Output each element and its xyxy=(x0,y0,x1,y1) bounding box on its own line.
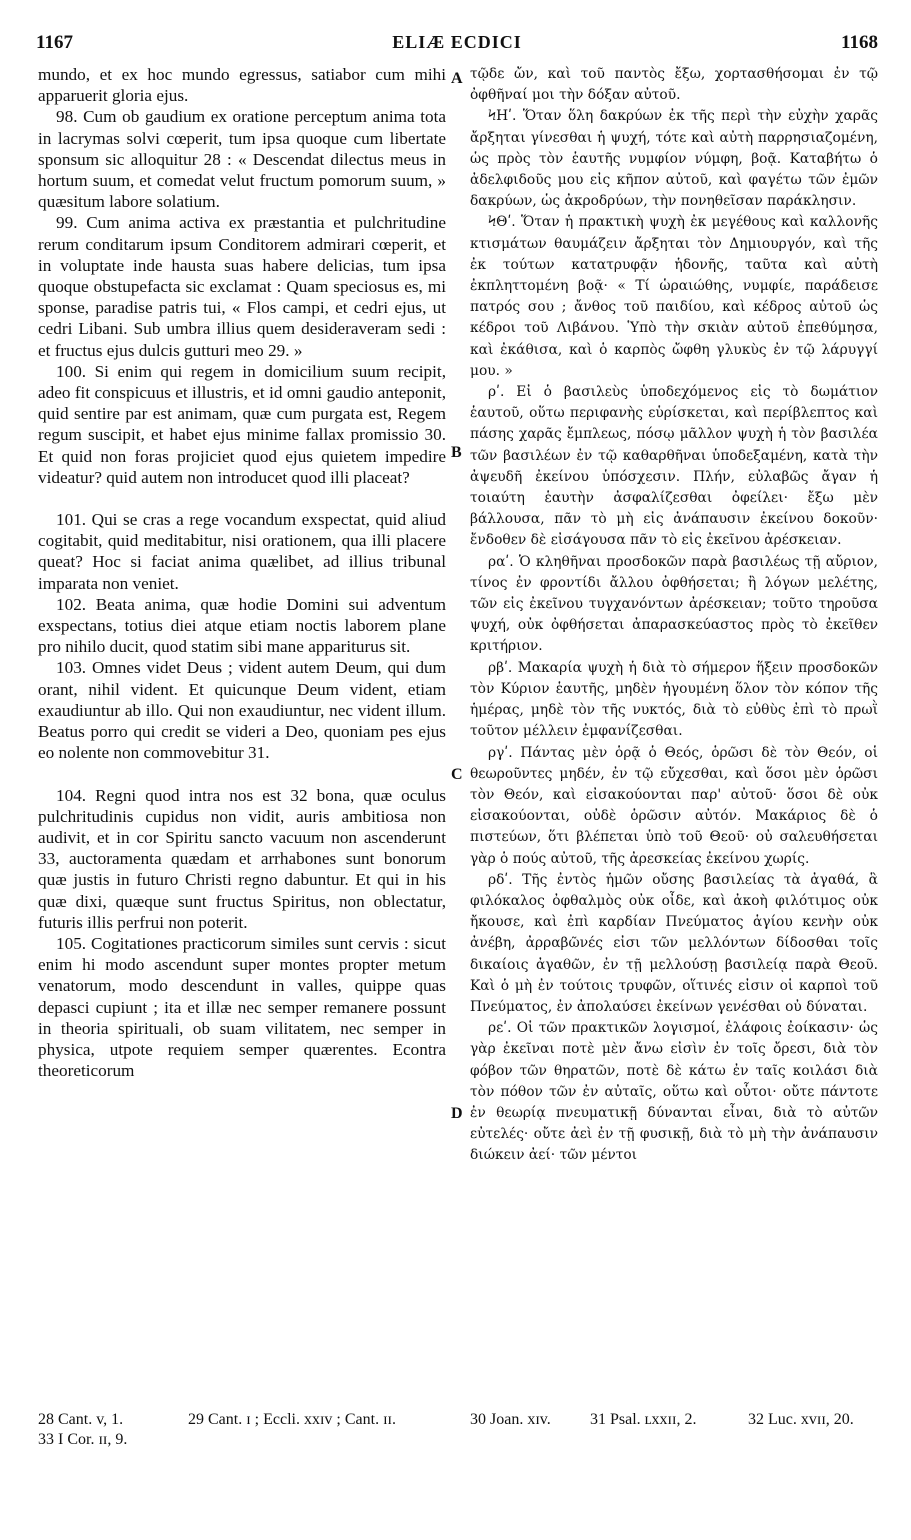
footnotes xyxy=(38,1410,878,1466)
greek-column xyxy=(470,64,878,1404)
latin-paragraph: mundo, et ex hoc mundo egressus, satiabor cum mihi apparuerit gloria ejus. xyxy=(38,65,446,106)
section-marker-d: D xyxy=(451,1105,463,1122)
latin-paragraph: 102. Beata anima, quæ hodie Domini sui adventum exspectans, totius diei atque etiam noctis laborem plane pro nihilo ducit, quod statim sibi mane appariturus sit. xyxy=(38,594,446,657)
greek-paragraph: ργʹ. Πάντας μὲν ὁρᾷ ὁ Θεός, ὁρῶσι δὲ τὸν Θεόν, οἱ θεωροῦντες μηδέν, ἐν τῷ εὔχεσθαι, καὶ ὅσοι μὲν ὁρῶσι τὸν Θεόν, καὶ εἰσακούονται παρ' αὐτοῦ· ὅσοι δὲ οὐκ εἰσακούονται, οὐδὲ ὁρῶσιν αὐτόν. Μακάριος δὲ ὁ πιστεύων, ὅτι βλέπεται ὑπὸ τοῦ Θεοῦ· οὐ σαλευθήσεται γὰρ ὁ πούς αὐτοῦ, τῆς ἀρεσκείας ἐκείνου χωρίς. xyxy=(470,744,878,867)
greek-paragraph: ρδʹ. Τῆς ἐντὸς ἡμῶν οὔσης βασιλείας τὰ ἀγαθά, ἃ φιλόκαλος ὀφθαλμὸς οὐκ οἶδε, καὶ ἀκοὴ φιλότιμος οὐκ ἤκουσε, καὶ ἐπὶ καρδίαν Πνεύματος ἁγίου κενὴν οὐκ ἀνέβη, ἀρραβῶνές εἰσι τῶν μελλόντων δίδοσθαι τοῖς δικαίοις ἀγαθῶν, ἐν τῇ μελλούσῃ βασιλείᾳ παρὰ Θεοῦ. Καὶ ὁ μὴ ἐν τούτοις τρυφῶν, οἵτινές εἰσιν οἱ καρποὶ τοῦ Πνεύματος, ἐν ἀπολαύσει ἐκείνων γενέσθαι οὐ δύναται. xyxy=(470,871,878,1015)
section-marker-a: A xyxy=(451,70,463,87)
greek-paragraph: ϞΘʹ. Ὅταν ἡ πρακτικὴ ψυχὴ ἐκ μεγέθους καὶ καλλονῆς κτισμάτων θαυμάζειν ἄρξηται τὸν Δημιουργόν, καὶ τῆς ἐκ τούτων κατατρυφᾷν ἡδονῆς, ταῦτα καὶ αὐτὴ ἐκπληττομένη βοᾷ· « Τί ὡραιώθης, νυμφίε, παράδεισε πατρός σου ; ἄνθος τοῦ παιδίου, καὶ κέδρος αὐτοῦ ὡς κέδροι τοῦ Λιβάνου. Ὑπὸ τὴν σκιὰν αὐτοῦ ἐπεθύμησα, καὶ ἐκάθισα, καὶ ὁ καρπὸς ὤφθη γλυκὺς ἐν τῷ λάρυγγί μου. » xyxy=(470,214,878,379)
section-marker-b: B xyxy=(451,444,462,461)
latin-paragraph: 101. Qui se cras a rege vocandum exspectat, quid aliud cogitabit, quid meditabitur, nisi orationem, qua illi placere queat? Hoc si faciat anima quælibet, ad illius tribunal imparata non veniet. xyxy=(38,510,446,593)
latin-column xyxy=(38,64,446,1404)
section-marker-c: C xyxy=(451,766,463,783)
column-number-left: 1167 xyxy=(36,32,73,53)
greek-paragraph: ϞΗʹ. Ὅταν ὅλη δακρύων ἐκ τῆς περὶ τὴν εὐχὴν χαρᾶς ἄρξηται γίνεσθαι ἡ ψυχή, τότε καὶ αὐτὴ παρρησιαζομένη, ὡς πρὸς τὸν ἑαυτῆς νυμφίον νύμφη, βοᾷ. Καταβήτω ὁ ἀδελφιδοῦς μου εἰς κῆπον αὐτοῦ, καὶ φαγέτω τῶν ἐμῶν δακρύων, ὡς ἀκροδρύων, τὴν πονηθεῖσαν παράκλησιν. xyxy=(470,108,878,210)
running-title: ELIÆ ECDICI xyxy=(392,32,522,52)
latin-paragraph: 103. Omnes videt Deus ; vident autem Deum, qui dum orant, nihil vident. Et quicunque Deum vident, etiam exaudiuntur ab illo. Qui non exaudiuntur, nec vident illum. Beatus porro qui credit se videri a Deo, quoniam pes ejus eo nolente non commovebitur 31. xyxy=(38,658,446,763)
greek-paragraph: ρβʹ. Μακαρία ψυχὴ ἡ διὰ τὸ σήμερον ἥξειν προσδοκῶν τὸν Κύριον ἑαυτῆς, μηδὲν ἡγουμένη ὅλον τὸν κόπον τῆς ἡμέρας, μηδὲ τὸν τῆς νυκτός, διὰ τὸ εὐθὺς ἐπὶ τὸ πρωῒ τοῦτον μέλλειν ἐμφανίζεσθαι. xyxy=(470,659,878,740)
column-number-right: 1168 xyxy=(841,32,878,53)
footnote: 30 Joan. xɪv. xyxy=(470,1411,551,1428)
latin-paragraph: 104. Regni quod intra nos est 32 bona, quæ oculus pulchritudinis cupidus non vidit, auris ambitiosa non audivit, et in cor Spiritu sancto vacuum non ascenderunt 33, auctoramenta quædam et arrhabones sunt bonorum quæ justis in futuro Christi regno dabuntur. Et qui in his quæ dixi, quæque sunt fructus Spiritus, non oblectatur, futuris illis perfrui non poterit. xyxy=(38,785,446,932)
page-header xyxy=(36,32,878,58)
greek-paragraph: τῷδε ὤν, καὶ τοῦ παντὸς ἔξω, χορτασθήσομαι ἐν τῷ ὀφθῆναί μοι τὴν δόξαν αὐτοῦ. xyxy=(470,66,878,104)
latin-paragraph: 105. Cogitationes practicorum similes sunt cervis : sicut enim hi modo ascendunt super montes propter metum venatorum, modo descendunt in valles, quippe quas depasci cupiunt ; ita et illæ nec semper remanere possunt in theoria spirituali, ob suam vilitatem, nec semper in physica, utpote requiem semper quærentes. Econtra theoreticorum xyxy=(38,933,446,1081)
footnote: 33 I Cor. ɪɪ, 9. xyxy=(38,1431,128,1448)
greek-paragraph: ραʹ. Ὁ κληθῆναι προσδοκῶν παρὰ βασιλέως τῇ αὔριον, τίνος ἐν φροντίδι ἄλλου ὀφθήσεται; ἢ λόγων μελέτης, τῶν εἰς ἐκεῖνου τυγχανόντων ἀρέσκειαν; τοῦτο τηροῦσα ψυχή, οὐκ ὀφθήσεται ἀπαρασκεύαστος πρὸς τὸ ἐκεῖθεν κριτήριον. xyxy=(470,553,878,655)
greek-paragraph: ρεʹ. Οἱ τῶν πρακτικῶν λογισμοί, ἐλάφοις ἐοίκασιν· ὡς γὰρ ἐκεῖναι ποτὲ μὲν ἄνω εἰσὶν ἐν τοῖς ὄρεσι, διὰ τὸν φόβον τῶν θηρατῶν, ποτὲ δὲ κάτω ἐν ταῖς κοιλάσι διὰ τὸν πόθον τῶν ἐν αὐταῖς, οὕτω καὶ οὗτοι· οὔτε πάντοτε ἐν θεωρίᾳ πνευματικῇ δύνανται εἶναι, διὰ τὸ αὐτῶν εὐτελές· οὔτε ἀεὶ ἐν τῇ φυσικῇ, διὰ τὸ μὴ τὴν ἀνάπαυσιν διώκειν ἀεί· τῶν μέντοι xyxy=(470,1020,878,1164)
footnote: 29 Cant. ɪ ; Eccli. xxɪv ; Cant. ɪɪ. xyxy=(188,1411,396,1428)
latin-paragraph: 100. Si enim qui regem in domicilium suum recipit, adeo fit conspicuus et illustris, et id omni gaudio anteponit, quid sentire par est animam, quæ cum purgata est, Regem regum suscipit, et habet ejus minime fallax promissio 30. Et quid non foras projiciet quod ejus quietem impedire videatur? quid autem non introducet quod illi placeat? xyxy=(38,361,446,487)
greek-paragraph: ρʹ. Εἰ ὁ βασιλεὺς ὑποδεχόμενος εἰς τὸ δωμάτιον ἑαυτοῦ, οὕτω περιφανὴς εὑρίσκεται, καὶ περίβλεπτος καὶ πάσης χαρᾶς ἔμπλεως, πόσῳ μᾶλλον ψυχὴ ἡ τὸν βασιλέα τῶν βασιλέων ἐν τῷ καθαρθῆναι ὑποδεξαμένη, κατὰ τὴν ἀψευδῆ ἐκείνου ὑπόσχεσιν. Πλήν, εὐλαβῶς ἄγαν ἡ τοιαύτη ἑαυτὴν ἀσφαλίζεσθαι ὀφείλει· ἔξω μὲν βάλλουσα, πᾶν τὸ μὴ εἰς ἀνάπαυσιν ἐκείνου δοκοῦν· ἔνδοθεν δὲ εἰσάγουσα πᾶν τὸ εἰς ἐκεῖνου ἀρέσκειαν. xyxy=(470,384,878,549)
latin-paragraph: 98. Cum ob gaudium ex oratione perceptum anima tota in lacrymas solvi cœperit, tum ipsa quoque cum libertate sponsum sic alloquitur 28 : « Descendat dilectus meus in hortum suum, et comedat velut fructum pomorum suum, » quæsitum labore solatium. xyxy=(38,107,446,212)
latin-paragraph: 99. Cum anima activa ex præstantia et pulchritudine rerum conditarum ipsum Conditorem admirari cœperit, et in voluptate inde hausta suas habere delicias, tum ipsa quoque obstupefacta sic exclamat : Quam speciosus es, mi sponse, paradise patris tui, « Flos campi, et cedri ejus, ut cedri Libani. Sub umbra illius quem desideraveram sedi : et fructus ejus dulcis gutturi meo 29. » xyxy=(38,213,446,360)
footnote: 31 Psal. ʟxxɪɪ, 2. xyxy=(590,1411,697,1428)
footnote: 28 Cant. v, 1. xyxy=(38,1411,124,1428)
footnote: 32 Luc. xvɪɪ, 20. xyxy=(748,1411,854,1428)
